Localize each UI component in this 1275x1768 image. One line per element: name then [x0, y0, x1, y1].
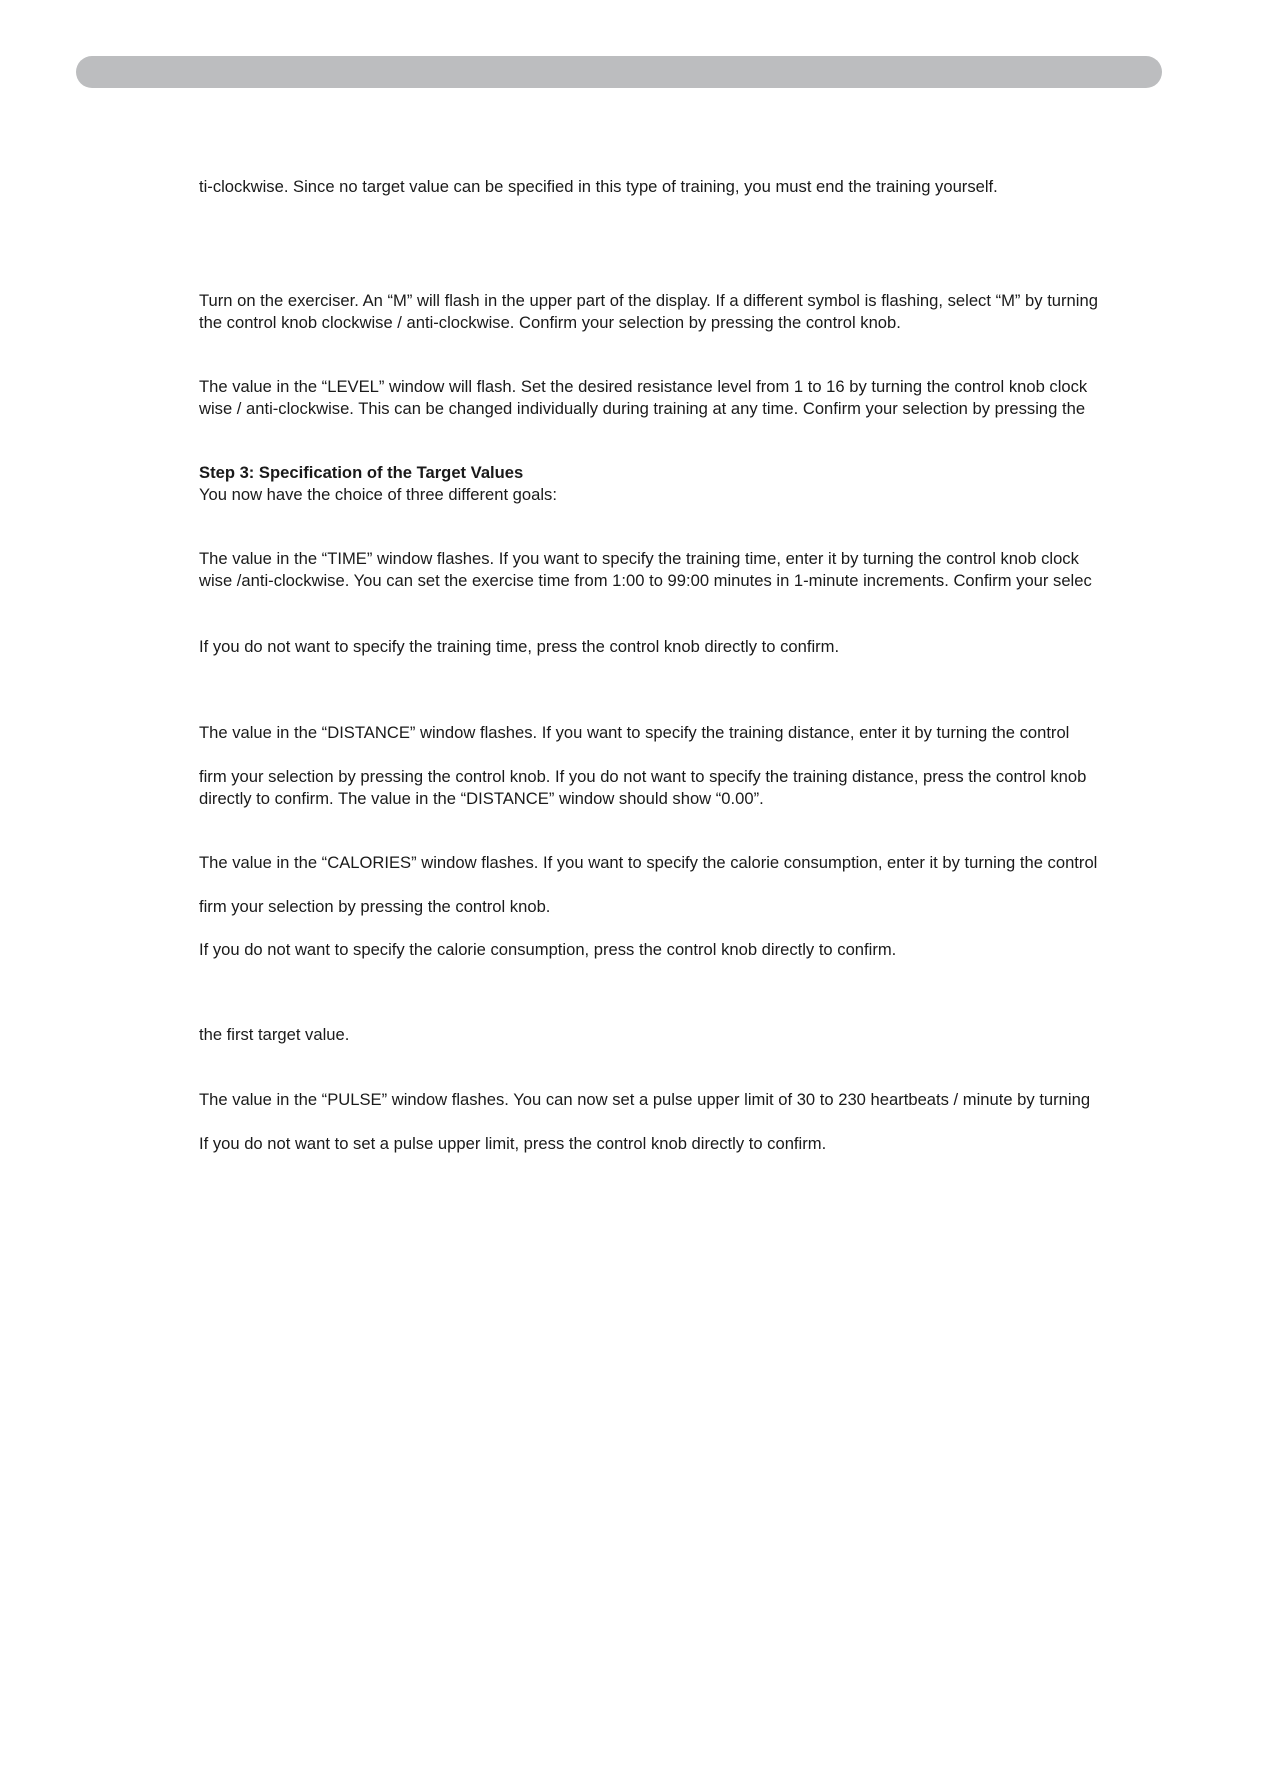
text-line: The value in the “PULSE” window flashes. You can now set a pulse upper limit of 30 to 230 heartbeats / minute by turning	[199, 1090, 1091, 1109]
text-line: The value in the “DISTANCE” window flashes. If you want to specify the training distance, enter it by turning the control	[199, 723, 1070, 742]
text-line: If you do not want to set a pulse upper limit, press the control knob directly to confirm.	[199, 1134, 827, 1153]
text-line: The value in the “CALORIES” window flashes. If you want to specify the calorie consumption, enter it by turning the control	[199, 853, 1098, 872]
text-line: The value in the “LEVEL” window will flash. Set the desired resistance level from 1 to 16 by turning the control knob clock	[199, 377, 1088, 396]
text-line: directly to confirm. The value in the “DISTANCE” window should show “0.00”.	[199, 789, 764, 808]
text-line: You now have the choice of three different goals:	[199, 485, 557, 504]
text-line: the first target value.	[199, 1025, 350, 1044]
text-line: wise /anti-clockwise. You can set the exercise time from 1:00 to 99:00 minutes in 1-minute increments. Confirm your selec	[199, 571, 1092, 590]
text-line: ti-clockwise. Since no target value can be specified in this type of training, you must end the training yourself.	[199, 177, 998, 196]
header-bar	[76, 56, 1162, 88]
text-line: If you do not want to specify the training time, press the control knob directly to confirm.	[199, 637, 840, 656]
text-line: Turn on the exerciser. An “M” will flash in the upper part of the display. If a different symbol is flashing, select “M” by turning	[199, 291, 1098, 310]
section-heading: Step 3: Specification of the Target Values	[199, 463, 524, 482]
text-line: firm your selection by pressing the control knob.	[199, 897, 551, 916]
text-line: The value in the “TIME” window flashes. If you want to specify the training time, enter it by turning the control knob clock	[199, 549, 1079, 568]
text-line: the control knob clockwise / anti-clockwise. Confirm your selection by pressing the control knob.	[199, 313, 901, 332]
text-line: wise / anti-clockwise. This can be changed individually during training at any time. Confirm your selection by pressing the	[199, 399, 1086, 418]
text-line: If you do not want to specify the calorie consumption, press the control knob directly to confirm.	[199, 940, 897, 959]
text-line: firm your selection by pressing the control knob. If you do not want to specify the training distance, press the control knob	[199, 767, 1087, 786]
